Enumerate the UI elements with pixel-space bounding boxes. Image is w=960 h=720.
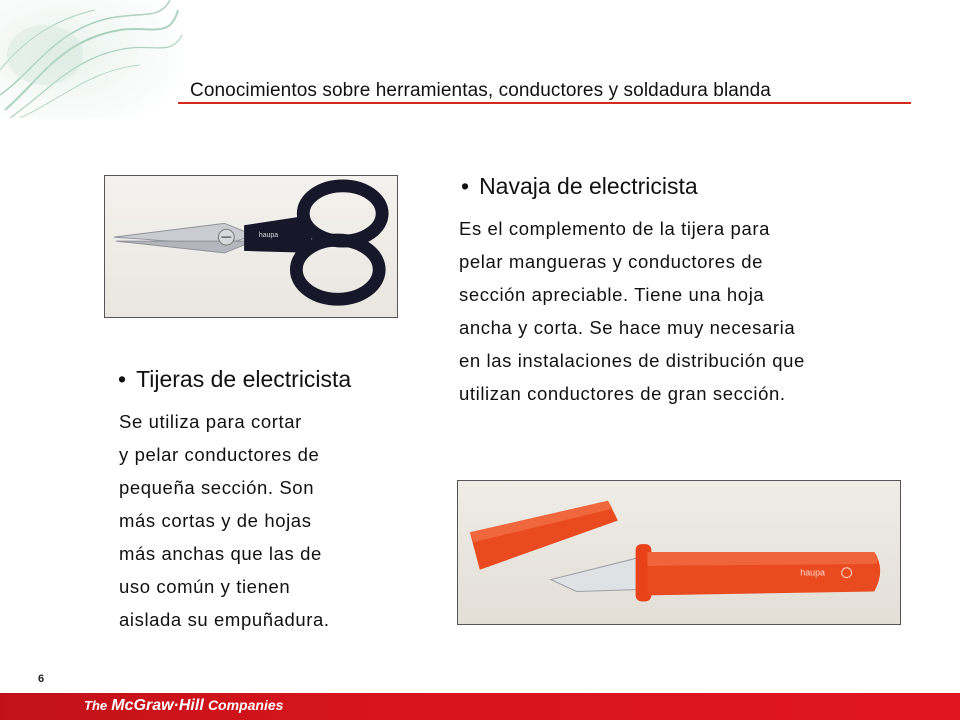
electrician-scissors-icon — [105, 176, 397, 317]
publisher-logo — [84, 697, 283, 715]
logo-name: McGraw·Hill — [111, 697, 204, 714]
navaja-line: Es el complemento de la tijera para — [459, 218, 770, 239]
slide-title: Conocimientos sobre herramientas, conductores y soldadura blanda — [190, 80, 771, 101]
navaja-line: utilizan conductores de gran sección. — [459, 383, 786, 404]
navaja-line: pelar mangueras y conductores de — [459, 251, 764, 272]
navaja-heading — [461, 173, 698, 200]
tijeras-line: aislada su empuñadura. — [119, 609, 330, 630]
navaja-line: sección apreciable. Tiene una hoja — [459, 284, 765, 305]
decorative-swirl — [0, 0, 185, 118]
scissors-brand-label: haupa — [258, 232, 279, 240]
tijeras-line: Se utiliza para cortar — [119, 411, 302, 432]
tijeras-line: pequeña sección. Son — [119, 477, 315, 498]
knife-brand-label: haupa — [800, 567, 825, 578]
tijeras-line: más cortas y de hojas — [119, 510, 312, 531]
electrician-knife-icon — [458, 481, 900, 624]
navaja-line: en las instalaciones de distribución que — [459, 350, 805, 371]
logo-companies: Companies — [207, 697, 284, 713]
tijeras-line: uso común y tienen — [119, 576, 291, 597]
navaja-heading-label: Navaja de electricista — [479, 173, 698, 199]
navaja-description — [459, 212, 805, 410]
scissors-photo — [104, 175, 398, 318]
bullet-icon: • — [461, 173, 470, 199]
navaja-line: ancha y corta. Se hace muy necesaria — [459, 317, 796, 338]
knife-photo — [457, 480, 901, 625]
tijeras-line: y pelar conductores de — [119, 444, 320, 465]
tijeras-heading — [118, 366, 351, 393]
tijeras-heading-label: Tijeras de electricista — [136, 366, 352, 392]
bullet-icon: • — [118, 366, 127, 392]
tijeras-description — [119, 405, 330, 636]
title-underline — [178, 102, 911, 104]
tijeras-line: más anchas que las de — [119, 543, 322, 564]
logo-the: The — [84, 698, 108, 713]
page-number: 6 — [38, 673, 45, 685]
